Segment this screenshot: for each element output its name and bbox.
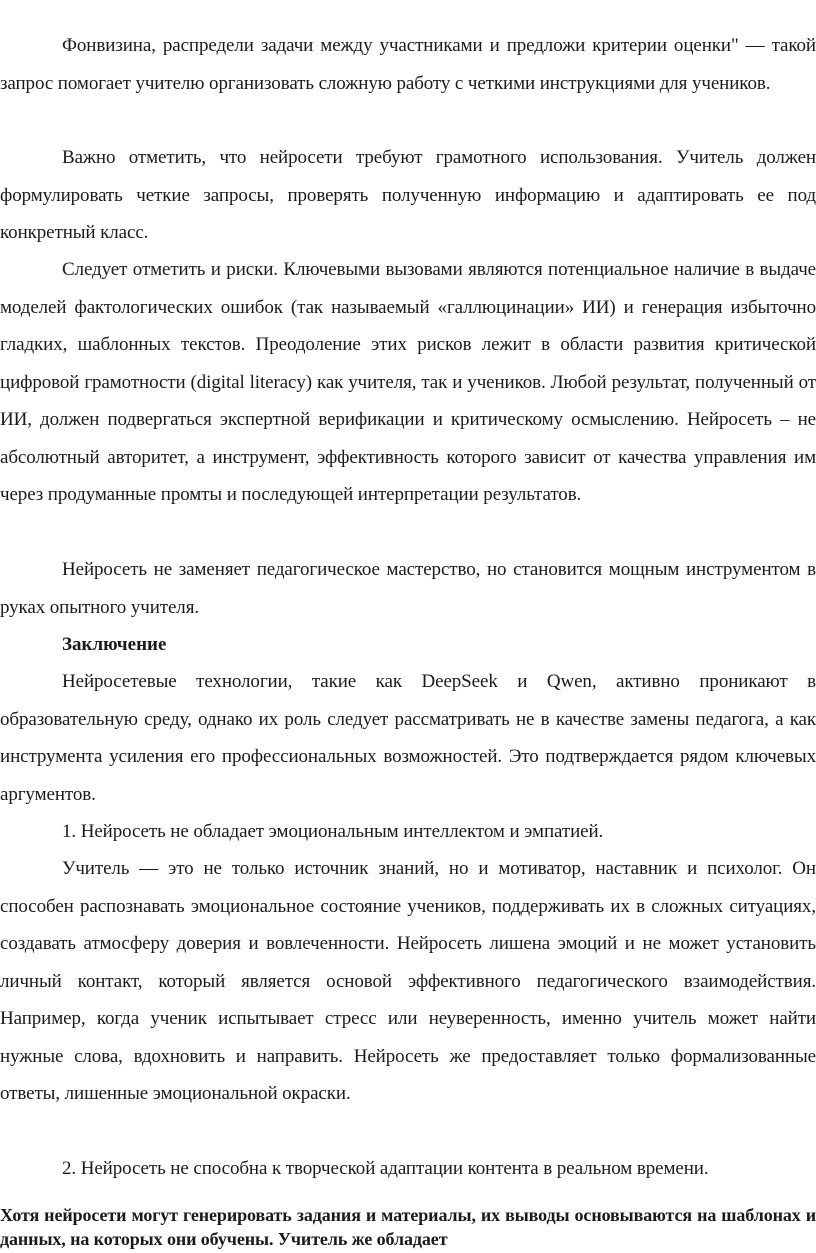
conclusion-heading: Заключение <box>62 634 167 655</box>
paragraph-templates-bold: Хотя нейросети могут генерировать задания и материалы, их выводы основываются на шаблонах и данных, на которых они обучены. Учитель же обладает <box>0 1205 816 1249</box>
paragraph-mastery: Нейросеть не заменяет педагогическое мастерство, но становится мощным инструментом в руках опытного учителя. <box>0 559 816 618</box>
paragraph-proper-use: Важно отметить, что нейросети требуют грамотного использования. Учитель должен формулировать четкие запросы, проверять полученную информацию и адаптировать ее под конкретный класс. <box>0 147 816 243</box>
paragraph-argument-2: 2. Нейросеть не способна к творческой адаптации контента в реальном времени. <box>62 1158 709 1179</box>
paragraph-conclusion-intro: Нейросетевые технологии, такие как DeepSeek и Qwen, активно проникают в образовательную среду, однако их роль следует рассматривать не в качестве замены педагога, а как инструмента усиления его профессиональных возможностей. Это подтверждается рядом ключевых аргументов. <box>0 671 816 805</box>
paragraph-risks: Следует отметить и риски. Ключевыми вызовами являются потенциальное наличие в выдаче моделей фактологических ошибок (так называемый «галлюцинации» ИИ) и генерация избыточно гладких, шаблонных текстов. Преодоление этих рисков лежит в области развития критической цифровой грамотности (digital literacy) как учителя, так и учеников. Любой результат, полученный от ИИ, должен подвергаться экспертной верификации и критическому осмыслению. Нейросеть – не абсолютный авторитет, а инструмент, эффективность которого зависит от качества управления им через продуманные промты и последующей интерпретации результатов. <box>0 259 816 505</box>
paragraph-teacher-role: Учитель — это не только источник знаний, но и мотиватор, наставник и психолог. Он способен распознавать эмоциональное состояние учеников, поддерживать их в сложных ситуациях, создавать атмосферу доверия и вовлеченности. Нейросеть лишена эмоций и не может установить личный контакт, который является основой эффективного педагогического взаимодействия. Например, когда ученик испытывает стресс или неуверенность, именно учитель может найти нужные слова, вдохновить и направить. Нейросеть же предоставляет только формализованные ответы, лишенные эмоциональной окраски. <box>0 858 816 1104</box>
paragraph-request-example: Фонвизина, распредели задачи между участниками и предложи критерии оценки" — такой запрос помогает учителю организовать сложную работу с четкими инструкциями для учеников. <box>0 35 816 94</box>
paragraph-argument-1: 1. Нейросеть не обладает эмоциональным интеллектом и эмпатией. <box>62 821 604 842</box>
